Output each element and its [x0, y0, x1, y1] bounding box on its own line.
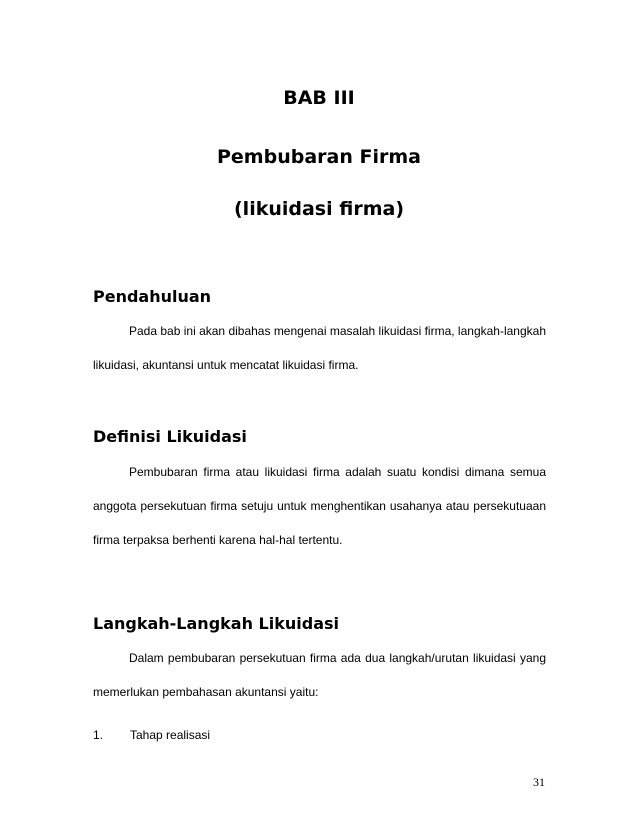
list-item-number: 1. [93, 728, 104, 742]
chapter-subtitle: (likuidasi firma) [234, 198, 404, 220]
list-item-text: Tahap realisasi [130, 728, 211, 742]
page-number: 31 [533, 775, 545, 789]
section-heading-definisi: Definisi Likuidasi [93, 427, 247, 446]
section-heading-langkah: Langkah-Langkah Likuidasi [93, 614, 339, 633]
chapter-title: BAB III [283, 87, 355, 109]
section-text-pendahuluan: Pada bab ini akan dibahas mengenai masalah likuidasi firma, langkah-langkah likuidasi, akuntansi untuk mencatat likuidasi firma. [93, 324, 546, 372]
list-item [93, 728, 210, 742]
section-text-langkah: Dalam pembubaran persekutuan firma ada dua langkah/urutan likuidasi yang memerlukan pembahasan akuntansi yaitu: [93, 651, 546, 699]
section-text-definisi: Pembubaran firma atau likuidasi firma adalah suatu kondisi dimana semua anggota persekutuan firma setuju untuk menghentikan usahanya atau persekutuaan firma terpaksa berhenti karena hal-hal tertentu. [93, 465, 546, 547]
chapter-main-title: Pembubaran Firma [217, 146, 421, 168]
section-heading-pendahuluan: Pendahuluan [93, 287, 212, 306]
